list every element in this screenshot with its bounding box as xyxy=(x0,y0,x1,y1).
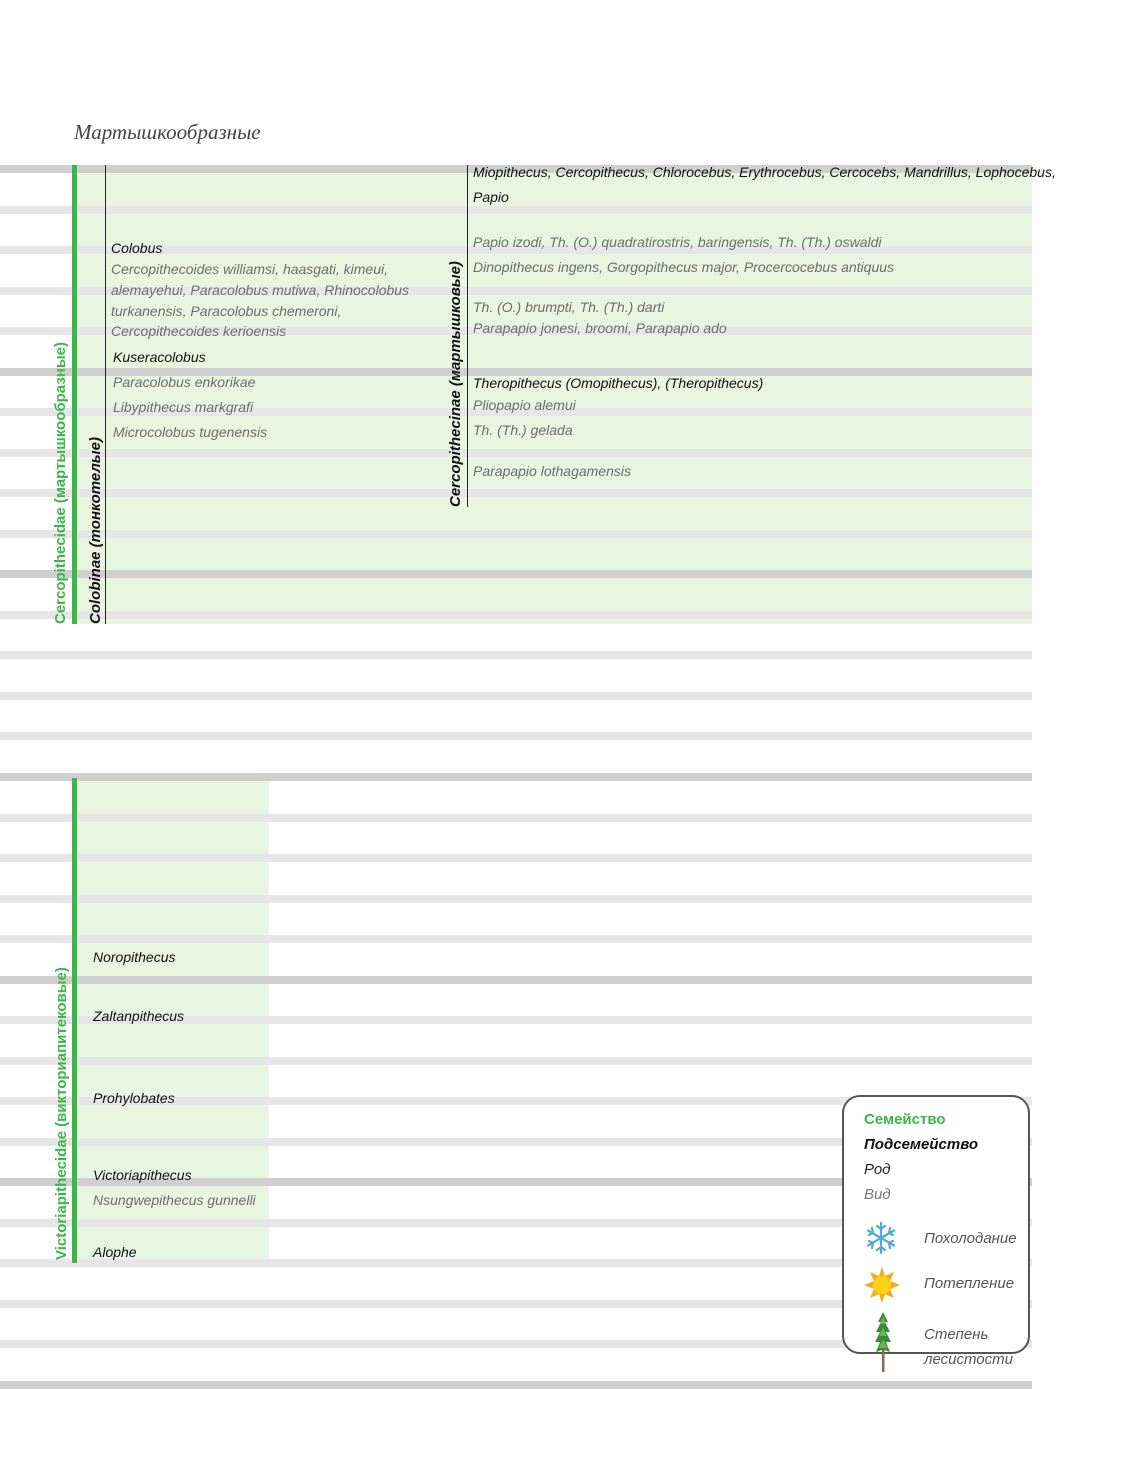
taxon-species: Nsungwepithecus gunnelli xyxy=(93,1192,256,1208)
legend-warming: Потепление xyxy=(924,1275,1015,1292)
taxon-genus: Victoriapithecus xyxy=(93,1167,192,1183)
taxon-genus: Colobus xyxy=(111,240,163,256)
colobinae-line xyxy=(105,165,106,624)
time-band xyxy=(0,449,1032,457)
cercopithecinae-subfamily-label: Cercopithecinae (мартышковые) xyxy=(447,261,464,507)
time-band xyxy=(0,611,1032,619)
taxon-species: Paracolobus enkorikae xyxy=(113,374,256,390)
legend-family: Семейство xyxy=(864,1111,946,1128)
cercopithecidae-bar xyxy=(72,165,77,624)
victoriapithecidae-family-label: Victoriapithecidae (викториапитековые) xyxy=(53,967,70,1260)
taxon-species: Th. (Th.) gelada xyxy=(473,422,573,438)
time-band xyxy=(0,1057,1032,1065)
taxon-species: alemayehui, Paracolobus mutiwa, Rhinocolobus xyxy=(111,282,410,298)
taxon-species: Th. (O.) brumpti, Th. (Th.) darti xyxy=(473,299,665,315)
time-band xyxy=(0,570,1032,578)
taxon-genus: Alophe xyxy=(93,1244,137,1260)
time-band xyxy=(0,895,1032,903)
time-band xyxy=(0,814,1032,822)
taxon-species: Pliopapio alemui xyxy=(473,397,576,413)
taxon-genus: Zaltanpithecus xyxy=(93,1008,185,1024)
legend-genus: Род xyxy=(864,1161,891,1178)
victoriapithecidae-bar xyxy=(72,778,77,1263)
taxon-species: Cercopithecoides kerioensis xyxy=(111,323,287,339)
taxon-species: Dinopithecus ingens, Gorgopithecus major, Procercocebus antiquus xyxy=(473,259,895,275)
colobinae-subfamily-label: Colobinae (тонкотелые) xyxy=(87,437,104,624)
time-band xyxy=(0,854,1032,862)
snowflake-icon xyxy=(864,1221,898,1255)
taxon-genus: Noropithecus xyxy=(93,949,176,965)
time-band xyxy=(0,935,1032,943)
sun-icon xyxy=(864,1267,900,1303)
legend-forest-line2: лесистости xyxy=(924,1351,1013,1368)
taxon-genus: Papio xyxy=(473,189,509,205)
legend-cooling: Похолодание xyxy=(924,1230,1017,1247)
time-band xyxy=(0,692,1032,700)
taxon-species: Parapapio jonesi, broomi, Parapapio ado xyxy=(473,320,727,336)
time-band xyxy=(0,651,1032,659)
legend-box xyxy=(842,1095,1030,1368)
legend-subfamily: Подсемейство xyxy=(864,1136,979,1153)
cercopithecidae-family-label: Cercopithecidae (мартышкообразные) xyxy=(52,342,69,624)
taxon-species: Cercopithecoides williamsi, haasgati, kimeui, xyxy=(111,261,389,277)
time-band xyxy=(0,489,1032,497)
taxon-genus: Prohylobates xyxy=(93,1090,175,1106)
taxon-species: turkanensis, Paracolobus chemeroni, xyxy=(111,303,342,319)
legend-forest-line1: Степень xyxy=(924,1326,989,1343)
taxon-species: Parapapio lothagamensis xyxy=(473,463,631,479)
time-band xyxy=(0,773,1032,781)
time-band xyxy=(0,1381,1032,1389)
cercopithecinae-line xyxy=(467,165,468,507)
time-band xyxy=(0,976,1032,984)
tree-icon xyxy=(870,1310,896,1374)
taxon-species: Libypithecus markgrafi xyxy=(113,399,254,415)
taxon-genus: Kuseracolobus xyxy=(113,349,206,365)
taxon-genus: Miopithecus, Cercopithecus, Chlorocebus, Erythrocebus, Cercocebs, Mandrillus, Lophocebus, xyxy=(473,164,1056,180)
taxon-genus: Theropithecus (Omopithecus), (Theropithecus) xyxy=(473,375,764,391)
page-title: Мартышкообразные xyxy=(74,120,261,144)
time-band xyxy=(0,530,1032,538)
taxon-species: Papio izodi, Th. (O.) quadratirostris, baringensis, Th. (Th.) oswaldi xyxy=(473,234,882,250)
time-band xyxy=(0,732,1032,740)
taxon-species: Microcolobus tugenensis xyxy=(113,424,268,440)
legend-species: Вид xyxy=(864,1186,891,1203)
time-band xyxy=(0,206,1032,214)
